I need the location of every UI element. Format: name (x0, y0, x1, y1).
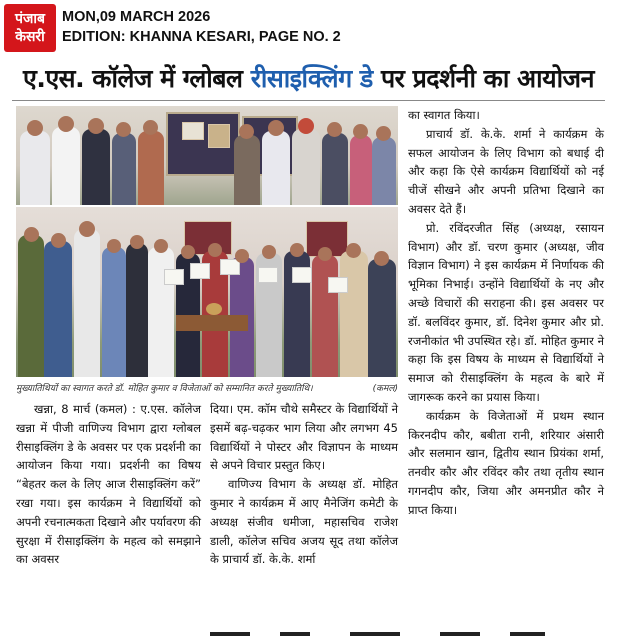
article-paragraph: प्रो. रविंदरजीत सिंह (अध्यक्ष, रसायन विभाग) और डॉ. चरण कुमार (अध्यक्ष, जीव विज्ञान विभाग) ने इस कार्यक्रम में निर्णायक की भूमिका निभाई। उन्होंने विद्यार्थियों के नए और अच्छे विचारों की सराहना की। इस अवसर पर डॉ. बलविंदर कुमार, डॉ. दिनेश कुमार और प्रो. रजनीकांत भी उपस्थित रहे। डॉ. मोहित कुमार ने कहा कि इस विषय के माध्यम से विद्यार्थियों ने समाज को रीसाइक्लिंग के महत्व के बारे में जागरूक करने का प्रयास किया। (408, 220, 604, 404)
headline-divider (12, 100, 605, 101)
article-column-1 (16, 400, 201, 569)
article-paragraph: कार्यक्रम के विजेताओं में प्रथम स्थान किरनदीप कौर, बबीता रानी, शरियार अंसारी और सलमान खान, द्वितीय स्थान प्रियंका शर्मा, तनवीर कौर और रविंदर कौर तथा तृतीय स्थान गगनदीप कौर, जिया और अमनप्रीत कौर ने प्राप्त किया। (408, 408, 604, 517)
edition-name: EDITION: KHANNA KESARI, PAGE NO. 2 (62, 29, 341, 45)
masthead (0, 0, 617, 56)
article-column-3 (408, 106, 604, 520)
article-paragraph: प्राचार्य डॉ. के.के. शर्मा ने कार्यक्रम के सफल आयोजन के लिए विभाग को बधाई दी और कहा कि ऐसे कार्यक्रम विद्यार्थियों को नई चीजें सीखने और अपनी प्रतिभा दिखाने का अवसर देते हैं। (408, 126, 604, 216)
headline-highlight: रीसाइक्लिंग डे (250, 64, 373, 93)
person-head (51, 233, 66, 248)
edition-date: MON,09 MARCH 2026 (62, 9, 211, 25)
guests-photo (16, 106, 398, 205)
next-headline-glyphs (200, 632, 577, 639)
person-head (107, 239, 121, 253)
person-head (27, 120, 43, 136)
photo-caption-text: मुख्यातिथियों का स्वागत करते डॉ. मोहित कुमार व विजेताओं को सम्मानित करते मुख्यातिथि। (16, 384, 313, 394)
certificate (328, 277, 348, 293)
headline-part-1: ए.एस. कॉलेज में ग्लोबल (23, 64, 251, 93)
person (20, 131, 50, 205)
person (368, 259, 396, 377)
person-head (318, 247, 332, 261)
logo-line-2: केसरी (15, 29, 45, 45)
poster (182, 122, 204, 140)
person-head (268, 120, 284, 136)
logo-line-1: पंजाब (15, 11, 45, 27)
person-head (376, 126, 391, 141)
person (262, 131, 290, 205)
poster (208, 124, 230, 148)
winners-photo (16, 207, 398, 377)
person-head (346, 243, 361, 258)
person-head (298, 118, 314, 134)
person (350, 135, 372, 205)
person-head (239, 124, 254, 139)
person-head (24, 227, 39, 242)
person (148, 247, 174, 377)
article-paragraph: दिया। एम. कॉम चौथे समैस्टर के विद्यार्थियों ने इसमें बढ़-चढ़कर भाग लिया और लगभग 45 विद्यार्थियों ने पोस्टर और विज्ञापन के माध्यम से अपने विचार प्रस्तुत किए। (210, 402, 398, 473)
certificate (258, 267, 278, 283)
headline-part-3: पर प्रदर्शनी का आयोजन (372, 64, 594, 93)
bench (176, 315, 248, 331)
article-paragraph: खन्ना, 8 मार्च (कमल) : ए.एस. कॉलेज खन्ना में पीजी वाणिज्य विभाग द्वारा ग्लोबल रीसाइक्लिंग डे के अवसर पर एक प्रदर्शनी का आयोजन किया गया। प्रदर्शनी का विषय “बेहतर कल के लिए आज रीसाइक्लिंग करें” रखा गया। इस कार्यक्रम ने विद्यार्थियों को अपनी रचनात्मकता दिखाने और पर्यावरण की सुरक्षा में रीसाइक्लिंग के महत्व को समझाने का अवसर (16, 402, 201, 567)
person-head (290, 243, 304, 257)
person-head (181, 245, 195, 259)
person-head (130, 235, 144, 249)
certificate (190, 263, 210, 279)
person-head (327, 122, 342, 137)
person-head (353, 124, 368, 139)
person-head (79, 221, 95, 237)
person (82, 129, 110, 205)
person (102, 247, 126, 377)
person-head (143, 120, 158, 135)
person-head (58, 116, 74, 132)
person (52, 127, 80, 205)
person (312, 255, 338, 377)
person-head (262, 245, 276, 259)
article-paragraph: का स्वागत किया। (408, 108, 480, 122)
person-head (88, 118, 104, 134)
person-head (154, 239, 168, 253)
person (74, 229, 100, 377)
person-head (208, 243, 222, 257)
person-head (116, 122, 131, 137)
article-column-2 (210, 400, 398, 569)
person (322, 133, 348, 205)
person (18, 235, 44, 377)
bench-pot (206, 303, 222, 315)
certificate (164, 269, 184, 285)
person (138, 131, 164, 205)
person (234, 135, 260, 205)
newspaper-logo (4, 4, 56, 52)
photo-caption (16, 380, 398, 398)
person-head (374, 251, 389, 266)
person (126, 243, 148, 377)
person (340, 251, 368, 377)
article-headline (0, 59, 617, 99)
certificate (292, 267, 312, 283)
person-head (235, 249, 249, 263)
person (372, 137, 396, 205)
article-paragraph: वाणिज्य विभाग के अध्यक्ष डॉ. मोहित कुमार ने कार्यक्रम में आए मैनेजिंग कमेटी के अध्यक्ष संजीव धमीजा, महासचिव राजेश डाली, कॉलेज सचिव अजय सूद तथा कॉलेज के प्राचार्य डॉ. के.के. शर्मा (210, 477, 398, 567)
photo-credit: (कमल) (372, 384, 398, 394)
edition-info (62, 7, 341, 47)
person (292, 129, 320, 205)
next-headline-fragment (200, 628, 577, 639)
person (112, 133, 136, 205)
person (44, 241, 72, 377)
